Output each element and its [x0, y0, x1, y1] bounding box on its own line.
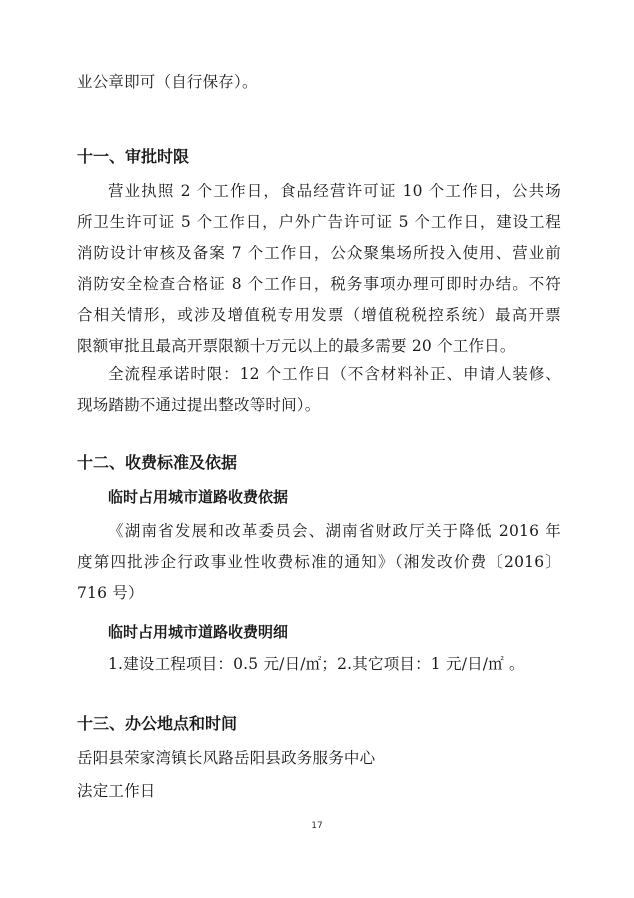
fee-basis-line: 《湖南省发展和改革委员会、湖南省财政厅关于降低 2016 年	[108, 522, 561, 540]
section-11-paragraph-line: 所卫生许可证 5 个工作日，户外广告许可证 5 个工作日，建设工程	[77, 213, 561, 231]
office-address: 岳阳县荣家湾镇长风路岳阳县政务服务中心	[77, 749, 376, 767]
fee-basis-line: 度第四批涉企行政事业性收费标准的通知》（湘发改价费〔2016〕	[77, 553, 561, 571]
section-13-heading: 十三、办公地点和时间	[77, 714, 238, 733]
section-11-heading: 十一、审批时限	[77, 147, 190, 166]
section-11-paragraph-line: 限额审批且最高开票限额十万元以上的最多需要 20 个工作日。	[77, 337, 516, 355]
section-11-paragraph-line: 营业执照 2 个工作日，食品经营许可证 10 个工作日，公共场	[108, 182, 561, 200]
section-11-paragraph-line: 消防设计审核及备案 7 个工作日，公众聚集场所投入使用、营业前	[77, 244, 561, 262]
page-number: 17	[311, 821, 323, 831]
intro-text-line: 业公章即可（自行保存）。	[77, 73, 258, 91]
office-hours: 法定工作日	[77, 782, 156, 800]
section-11-commitment-line: 全流程承诺时限：12 个工作日（不含材料补正、申请人装修、	[108, 365, 561, 383]
section-12-heading: 十二、收费标准及依据	[77, 453, 238, 472]
fee-basis-subheading: 临时占用城市道路收费依据	[108, 488, 289, 506]
section-11-commitment-line: 现场踏勘不通过提出整改等时间）。	[77, 396, 321, 414]
fee-basis-line: 716 号）	[77, 584, 144, 602]
section-11-paragraph-line: 消防安全检查合格证 8 个工作日，税务事项办理可即时办结。不符	[77, 275, 561, 293]
fee-detail-line: 1.建设工程项目：0.5 元/日/㎡；2.其它项目：1 元/日/㎡ 。	[108, 655, 525, 673]
fee-detail-subheading: 临时占用城市道路收费明细	[108, 623, 289, 641]
section-11-paragraph-line: 合相关情形，或涉及增值税专用发票（增值税税控系统）最高开票	[77, 306, 561, 324]
